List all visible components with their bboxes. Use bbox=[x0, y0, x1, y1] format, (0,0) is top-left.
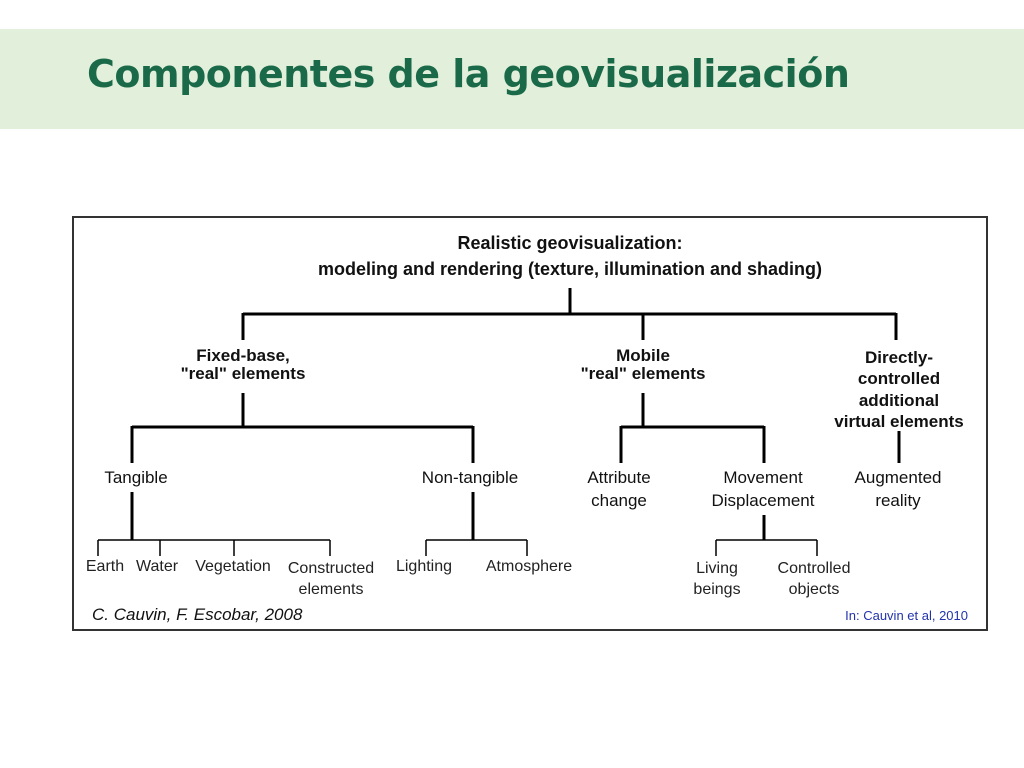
node-augmented-reality: Augmented reality bbox=[854, 468, 942, 510]
leaf-living-beings: Living beings bbox=[693, 560, 741, 598]
node-tangible: Tangible bbox=[104, 468, 168, 487]
node-virtual-elements: Directly- controlled additional virtual elements bbox=[834, 348, 964, 431]
author-credit: C. Cauvin, F. Escobar, 2008 bbox=[92, 605, 303, 624]
leaf-atmosphere: Atmosphere bbox=[485, 558, 573, 575]
root-node-title: Realistic geovisualization: bbox=[457, 233, 683, 253]
node-non-tangible: Non-tangible bbox=[421, 468, 519, 487]
leaf-water: Water bbox=[135, 558, 179, 575]
leaf-earth: Earth bbox=[85, 558, 125, 575]
node-attribute-change: Attribute change bbox=[587, 468, 651, 510]
leaf-constructed-elements: Constructed elements bbox=[287, 560, 375, 598]
node-fixed-base: Fixed-base, "real" elements bbox=[180, 346, 306, 384]
leaf-vegetation: Vegetation bbox=[195, 558, 271, 575]
diagram-figure bbox=[72, 216, 988, 631]
slide-title: Componentes de la geovisualización bbox=[87, 52, 850, 96]
root-node-subtitle: modeling and rendering (texture, illumination and shading) bbox=[317, 259, 823, 279]
node-movement-displacement: Movement Displacement bbox=[711, 468, 815, 510]
leaf-lighting: Lighting bbox=[395, 558, 453, 575]
leaf-controlled-objects: Controlled objects bbox=[777, 560, 851, 598]
node-mobile: Mobile "real" elements bbox=[580, 346, 706, 384]
source-reference: In: Cauvin et al, 2010 bbox=[845, 608, 968, 623]
